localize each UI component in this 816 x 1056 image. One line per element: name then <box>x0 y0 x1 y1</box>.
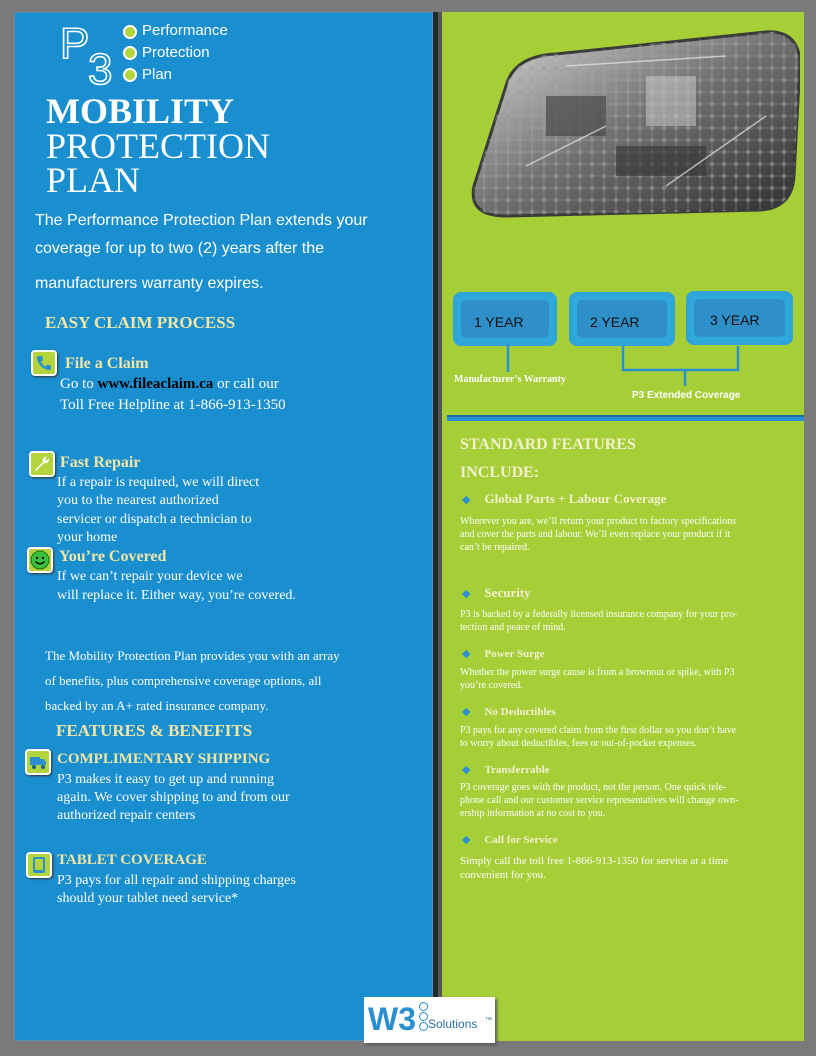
bullet-diamond-icon: ◆ <box>462 494 471 506</box>
feature-desc-line: Whether the power surge cause is from a brownout or spike, with P3 <box>460 667 735 678</box>
year-box-1-inner <box>461 300 549 338</box>
file-claim-line-2: Toll Free Helpline at 1-866-913-1350 <box>60 397 286 413</box>
fast-repair-line-4: your home <box>57 530 118 545</box>
circuit-board-image <box>466 26 800 218</box>
feature-title: Global Parts + Labour Coverage <box>484 491 667 506</box>
p3-logo-p: P <box>60 19 90 68</box>
extended-coverage-label: P3 Extended Coverage <box>632 390 741 401</box>
shipping-line-3: authorized repair centers <box>57 808 196 823</box>
shipping-title: COMPLIMENTARY SHIPPING <box>57 751 271 767</box>
feature-desc-line: and cover the parts and labour. We’ll even replace your product if it <box>460 529 731 540</box>
tablet-line-2: should your tablet need service* <box>57 891 239 906</box>
feature-call-for-service <box>462 830 558 848</box>
feature-desc-line: Simply call the toll free 1-866-913-1350 for service at a time <box>460 855 729 867</box>
file-claim-title: File a Claim <box>65 355 149 372</box>
manufacturer-warranty-label: Manufacturer’s Warranty <box>454 374 566 385</box>
feature-desc-line: ership information at no cost to you. <box>460 808 606 819</box>
year-box-3-inner <box>694 299 785 337</box>
file-claim-link[interactable]: www.fileaclaim.ca <box>97 376 214 392</box>
feature-desc-line: to worry about deductibles, fees or out-of-pocket expenses. <box>460 738 697 749</box>
title-mobility: MOBILITY <box>46 91 235 131</box>
year-box-2 <box>569 292 675 346</box>
feature-title: Power Surge <box>484 648 545 660</box>
standard-features-heading-1: STANDARD FEATURES <box>460 436 636 453</box>
title-protection: PROTECTION <box>46 126 270 166</box>
logo-dot-2 <box>123 46 137 60</box>
covered-title: You’re Covered <box>59 548 167 565</box>
w3-logo-mark: W3 <box>368 1001 416 1037</box>
fast-repair-line-3: servicer or dispatch a technician to <box>57 512 252 527</box>
year-box-2-inner <box>577 300 667 338</box>
bullet-diamond-icon: ◆ <box>462 588 471 600</box>
feature-no-deductibles <box>462 702 556 720</box>
fast-repair-line-1: If a repair is required, we will direct <box>57 475 260 490</box>
p3-logo-3: 3 <box>88 45 113 88</box>
tablet-title: TABLET COVERAGE <box>57 852 207 868</box>
w3-logo-text: Solutions <box>428 1017 478 1031</box>
file-claim-post: or call our <box>213 376 279 392</box>
shipping-line-1: P3 makes it easy to get up and running <box>57 772 274 787</box>
intro-line-2: coverage for up to two (2) years after the <box>35 240 325 257</box>
intro-line-3: manufacturers warranty expires. <box>35 275 264 292</box>
fast-repair-title: Fast Repair <box>60 454 141 471</box>
year-label-3: 3 YEAR <box>710 312 760 328</box>
w3-logo-tm: ™ <box>485 1017 492 1024</box>
feature-desc-line: P3 is backed by a federally licensed insurance company for your pro- <box>460 609 738 620</box>
feature-security <box>462 584 531 602</box>
truck-icon <box>25 749 51 775</box>
w3-logo-dot-2 <box>419 1012 428 1021</box>
mobility-para-line-2: of benefits, plus comprehensive coverage options, all <box>45 673 322 688</box>
covered-line-1: If we can’t repair your device we <box>57 569 243 584</box>
logo-dot-1 <box>123 25 137 39</box>
tablet-line-1: P3 pays for all repair and shipping charges <box>57 873 296 888</box>
feature-desc-line: P3 pays for any covered claim from the first dollar so you don’t have <box>460 725 737 736</box>
intro-line-1: The Performance Protection Plan extends your <box>35 212 368 229</box>
feature-desc-line: Wherever you are, we’ll return your product to factory specifications <box>460 516 736 527</box>
standard-features-heading-2: INCLUDE: <box>460 464 540 481</box>
logo-text-plan: Plan <box>142 66 173 83</box>
year-label-2: 2 YEAR <box>590 314 640 330</box>
p3-logo-mark <box>60 18 124 88</box>
feature-desc-line: tection and peace of mind. <box>460 622 566 633</box>
covered-line-2: will replace it. Either way, you’re covered. <box>57 588 296 603</box>
section-divider <box>447 415 804 421</box>
wrench-icon <box>29 451 55 477</box>
feature-desc-line: convenient for you. <box>460 869 546 881</box>
logo-text-performance: Performance <box>142 22 228 39</box>
feature-desc-line: P3 coverage goes with the product, not the person. One quick tele- <box>460 782 727 793</box>
mobility-para-line-1: The Mobility Protection Plan provides you with an array <box>45 648 340 663</box>
claim-heading: EASY CLAIM PROCESS <box>45 313 236 332</box>
feature-desc-line: you’re covered. <box>460 680 523 691</box>
year-label-1: 1 YEAR <box>474 314 524 330</box>
tablet-icon <box>26 852 52 878</box>
phone-icon <box>31 350 57 376</box>
w3-logo-dot-1 <box>419 1002 428 1011</box>
bullet-diamond-icon: ◆ <box>462 834 471 846</box>
logo-text-protection: Protection <box>142 44 210 61</box>
year-box-3 <box>686 291 793 345</box>
feature-global-parts <box>462 490 666 508</box>
w3-solutions-logo <box>364 997 495 1043</box>
file-claim-pre: Go to <box>60 376 98 392</box>
features-heading: FEATURES & BENEFITS <box>56 721 253 740</box>
bullet-diamond-icon: ◆ <box>462 764 471 776</box>
bullet-diamond-icon: ◆ <box>462 706 471 718</box>
bullet-diamond-icon: ◆ <box>462 648 471 660</box>
smiley-icon <box>27 547 53 573</box>
w3-logo-dot-3 <box>419 1022 428 1031</box>
feature-transferrable <box>462 760 550 778</box>
year-box-1 <box>453 292 557 346</box>
feature-desc-line: phone call and our customer service representatives will change own- <box>460 795 739 806</box>
fast-repair-line-2: you to the nearest authorized <box>57 493 219 508</box>
feature-title: Security <box>484 585 531 600</box>
file-claim-line-1 <box>60 375 279 394</box>
feature-title: Call for Service <box>484 834 558 846</box>
feature-title: Transferrable <box>484 764 550 776</box>
feature-desc-line: can’t be repaired. <box>460 542 530 553</box>
shipping-line-2: again. We cover shipping to and from our <box>57 790 290 805</box>
feature-title: No Deductibles <box>484 706 556 718</box>
feature-power-surge <box>462 644 544 662</box>
mobility-para-line-3: backed by an A+ rated insurance company. <box>45 698 269 713</box>
title-plan: PLAN <box>46 160 141 200</box>
logo-dot-3 <box>123 68 137 82</box>
